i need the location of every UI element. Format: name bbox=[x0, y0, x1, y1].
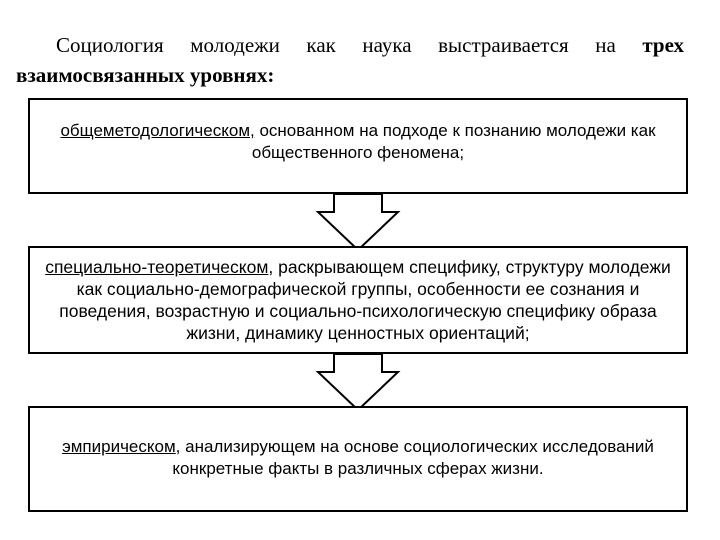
level-box-methodological bbox=[28, 98, 688, 194]
down-arrow-icon-2 bbox=[318, 354, 398, 410]
level-term-theoretical: специально-теоретическом bbox=[45, 257, 269, 277]
level-term-empirical: эмпирическом bbox=[62, 437, 176, 456]
intro-bold-text: трех взаимосвязанных уровнях: bbox=[16, 33, 684, 87]
level-term-methodological: общеметодологическом, bbox=[60, 121, 255, 140]
level-description-theoretical: , раскрывающем специфику, структуру молодежи как социально-демографической группы, особенности ее сознания и поведения, возрастную и социально-психологическую специфику образа жизни, динамику ценностных ориентаций; bbox=[59, 257, 671, 343]
intro-paragraph bbox=[16, 30, 684, 90]
intro-text: Социология молодежи как наука выстраивается на bbox=[56, 33, 643, 57]
down-arrow-icon-1 bbox=[318, 194, 398, 250]
level-description-empirical: , анализирующем на основе социологических исследований конкретные факты в различных сферах жизни. bbox=[172, 437, 654, 478]
level-description-methodological: основанном на подходе к познанию молодежи как общественного феномена; bbox=[251, 121, 656, 162]
level-box-empirical bbox=[28, 406, 688, 512]
level-box-theoretical bbox=[28, 246, 688, 354]
